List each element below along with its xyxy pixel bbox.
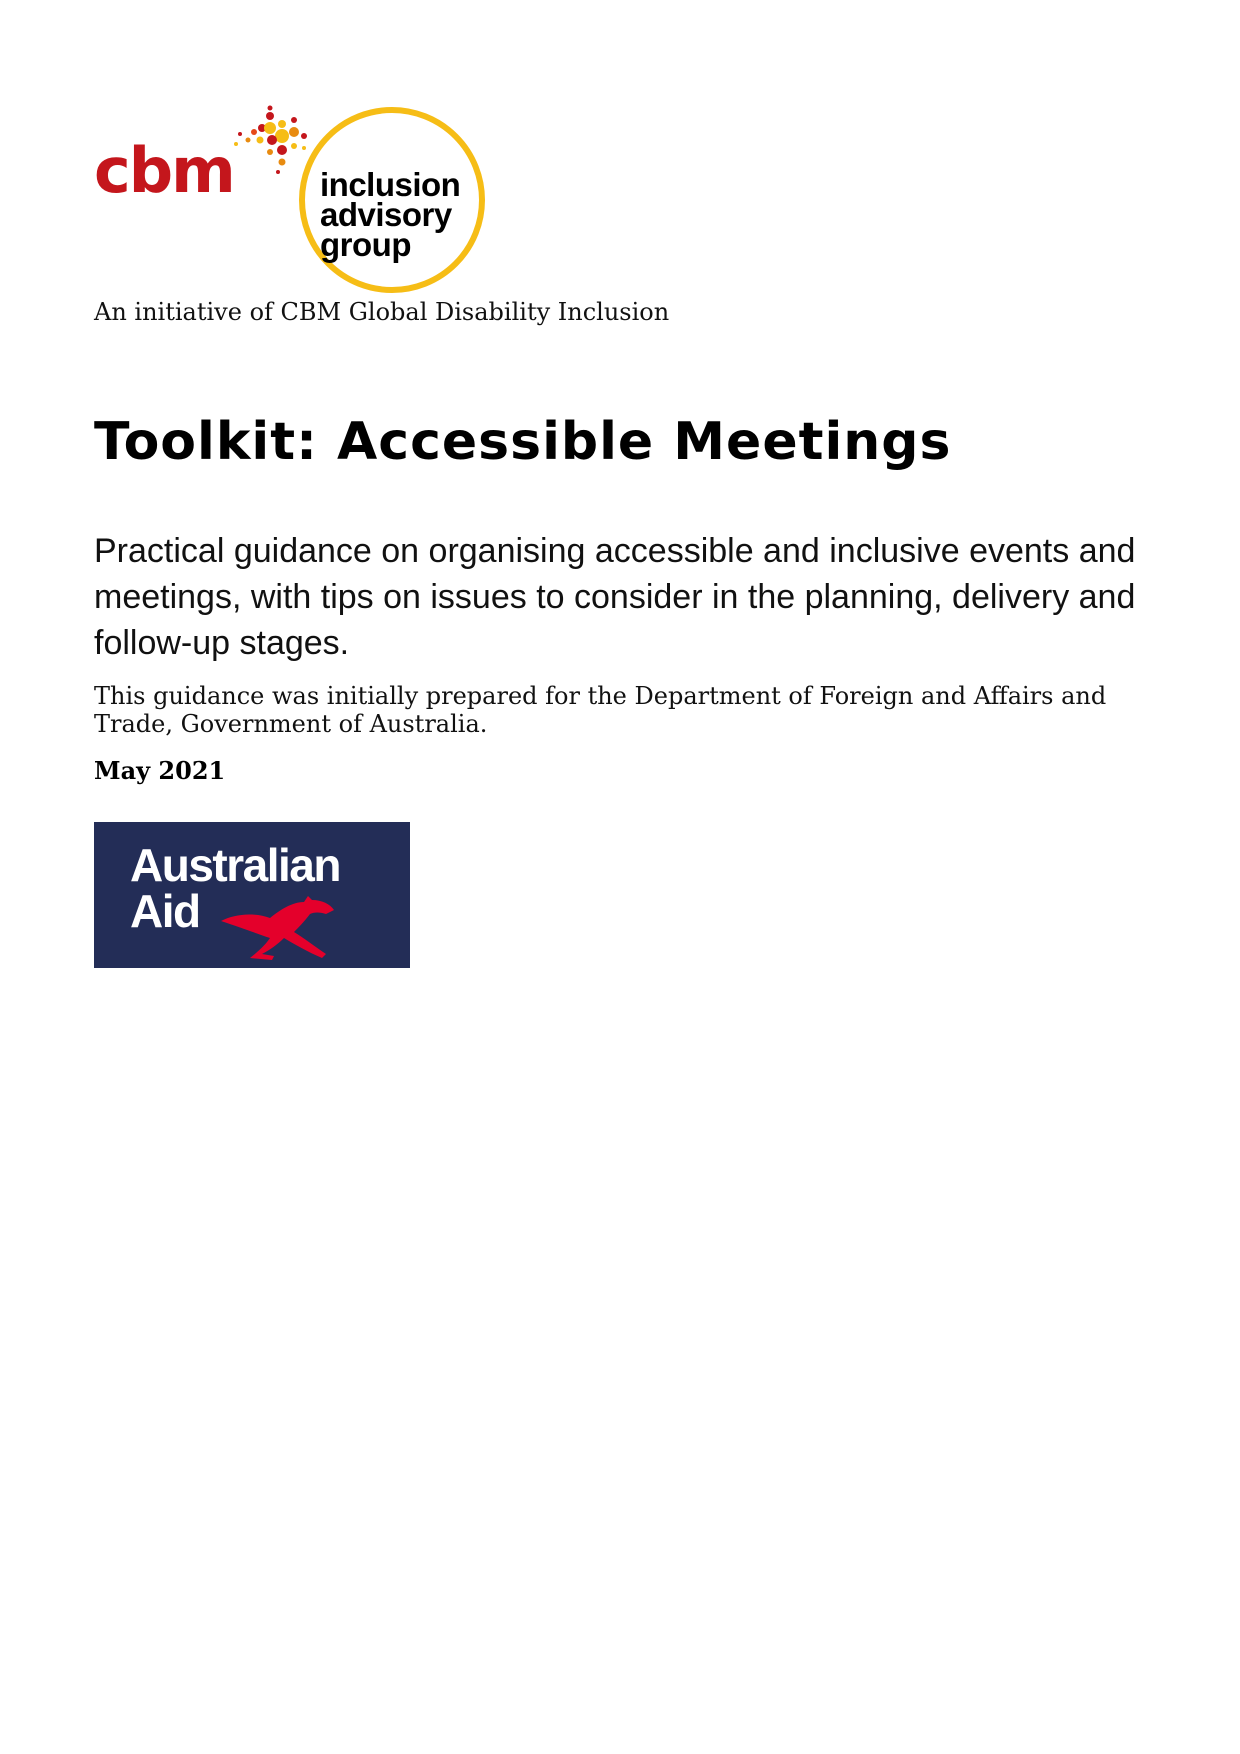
header-logos — [94, 104, 514, 304]
iag-line-3: group — [320, 226, 411, 263]
page-title: Toolkit: Accessible Meetings — [94, 412, 952, 472]
publication-date: May 2021 — [94, 756, 226, 785]
iag-line-2: advisory — [320, 196, 452, 233]
aid-line-1: Australian — [130, 839, 340, 891]
cbm-wordmark: cbm — [94, 134, 234, 207]
kangaroo-icon — [94, 822, 410, 968]
lead-paragraph: Practical guidance on organising accessible and inclusive events and meetings, with tips on issues to consider in the planning, delivery and follow-up stages. — [94, 532, 1136, 662]
cbm-inclusion-advisory-group-logo — [94, 104, 514, 304]
preparation-note: This guidance was initially prepared for the Department of Foreign and Affairs and Trade, Government of Australia. — [94, 682, 1107, 738]
iag-line-1: inclusion — [320, 166, 461, 203]
aid-line-2: Aid — [130, 885, 200, 937]
cbm-dots-icon — [234, 106, 307, 175]
initiative-caption: An initiative of CBM Global Disability Inclusion — [94, 298, 670, 326]
australian-aid-logo — [94, 822, 410, 968]
